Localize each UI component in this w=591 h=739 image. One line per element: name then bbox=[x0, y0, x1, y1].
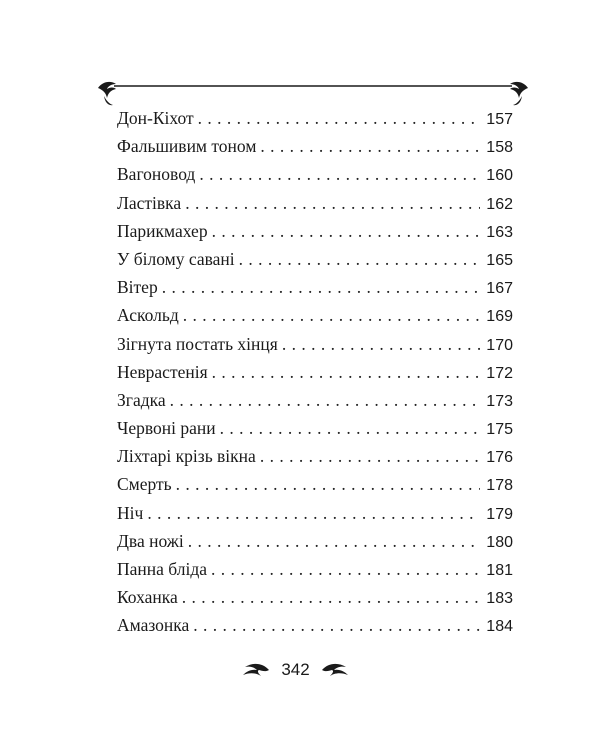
toc-entry-page: 175 bbox=[486, 421, 513, 439]
toc-entry bbox=[117, 414, 513, 442]
toc-entry bbox=[117, 358, 513, 386]
toc-entry-page: 167 bbox=[486, 280, 513, 298]
toc-entry-title: Червоні рани bbox=[117, 418, 216, 439]
toc-entry-title: Неврастенія bbox=[117, 361, 208, 382]
toc-entry-page: 162 bbox=[486, 195, 513, 213]
toc-entry bbox=[117, 527, 513, 555]
dot-leader bbox=[170, 386, 481, 414]
dot-leader bbox=[188, 527, 481, 555]
toc-entry-page: 165 bbox=[486, 251, 513, 269]
dot-leader bbox=[176, 470, 481, 498]
toc-entry bbox=[117, 442, 513, 470]
toc-entry-title: Амазонка bbox=[117, 615, 190, 636]
toc-entry bbox=[117, 611, 513, 639]
toc-entry bbox=[117, 499, 513, 527]
dot-leader bbox=[212, 217, 481, 245]
dot-leader bbox=[211, 555, 480, 583]
dot-leader bbox=[260, 132, 480, 160]
toc-entry-title: Панна бліда bbox=[117, 559, 208, 579]
toc-entry bbox=[117, 245, 513, 273]
toc-entry-page: 163 bbox=[486, 223, 513, 241]
flourish-icon bbox=[241, 661, 271, 679]
toc-entry-title: Ластівка bbox=[117, 192, 182, 213]
page-number: 342 bbox=[281, 660, 310, 679]
dot-leader bbox=[198, 104, 481, 132]
toc-entry-title: Коханка bbox=[117, 587, 178, 608]
toc-entry bbox=[117, 301, 513, 329]
toc-entry bbox=[117, 132, 513, 160]
toc-entry-title: Вітер bbox=[117, 277, 158, 298]
toc-entry bbox=[117, 386, 513, 414]
dot-leader bbox=[147, 499, 480, 527]
toc-entry-title: Ніч bbox=[117, 502, 144, 523]
toc-entry-page: 180 bbox=[486, 533, 513, 551]
flourish-icon bbox=[320, 661, 350, 679]
toc-entry-page: 173 bbox=[486, 392, 513, 410]
toc-entry bbox=[117, 217, 513, 245]
toc-entry bbox=[117, 555, 513, 583]
toc-entry-title: Фальшивим тоном bbox=[117, 136, 257, 157]
dot-leader bbox=[282, 330, 480, 358]
toc-entry-page: 184 bbox=[486, 618, 513, 636]
toc-entry bbox=[117, 330, 513, 358]
toc-entry bbox=[117, 160, 513, 188]
toc-entry bbox=[117, 470, 513, 498]
toc-entry-page: 179 bbox=[486, 505, 513, 523]
toc-entry-title: У білому савані bbox=[117, 248, 235, 269]
dot-leader bbox=[239, 245, 481, 273]
table-of-contents bbox=[117, 104, 513, 640]
toc-entry-page: 160 bbox=[486, 167, 513, 185]
dot-leader bbox=[185, 189, 480, 217]
toc-entry-page: 178 bbox=[486, 477, 513, 495]
dot-leader bbox=[162, 273, 481, 301]
page-footer bbox=[0, 656, 591, 684]
toc-entry bbox=[117, 273, 513, 301]
toc-entry-title: Парикмахер bbox=[117, 220, 208, 241]
toc-entry-page: 176 bbox=[486, 449, 513, 467]
toc-entry-page: 157 bbox=[486, 111, 513, 128]
toc-entry-title: Вагоновод bbox=[117, 164, 196, 185]
dot-leader bbox=[199, 160, 480, 188]
flourish-icon bbox=[98, 82, 116, 105]
toc-entry bbox=[117, 583, 513, 611]
toc-entry-title: Ліхтарі крізь вікна bbox=[117, 446, 256, 467]
dot-leader bbox=[182, 583, 481, 611]
toc-entry-title: Дон-Кіхот bbox=[117, 108, 194, 128]
toc-entry-page: 169 bbox=[486, 308, 513, 326]
toc-entry-page: 170 bbox=[486, 336, 513, 354]
dot-leader bbox=[260, 442, 480, 470]
toc-entry bbox=[117, 104, 513, 132]
dot-leader bbox=[220, 414, 481, 442]
toc-entry bbox=[117, 189, 513, 217]
dot-leader bbox=[193, 611, 480, 639]
toc-entry-title: Згадка bbox=[117, 389, 166, 410]
dot-leader bbox=[183, 301, 481, 329]
toc-entry-page: 172 bbox=[486, 364, 513, 382]
toc-entry-page: 183 bbox=[486, 590, 513, 608]
toc-entry-title: Аскольд bbox=[117, 305, 179, 326]
dot-leader bbox=[212, 358, 481, 386]
toc-entry-page: 181 bbox=[486, 562, 513, 579]
toc-entry-title: Смерть bbox=[117, 474, 172, 495]
toc-entry-title: Два ножі bbox=[117, 530, 184, 551]
toc-entry-title: Зігнута постать хінця bbox=[117, 333, 278, 354]
flourish-icon bbox=[510, 82, 528, 105]
toc-entry-page: 158 bbox=[486, 139, 513, 157]
